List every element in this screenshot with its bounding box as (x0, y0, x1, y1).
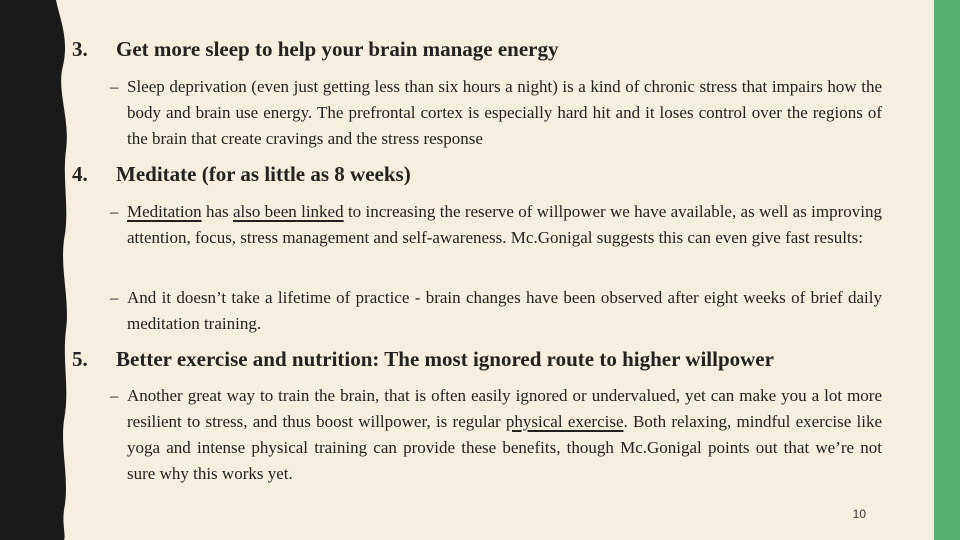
item-number: 4. (72, 162, 88, 186)
bullet-text-mid: has (201, 202, 233, 221)
bullet-text-before: Another great way to train the brain, that is often easily ignored or undervalued, yet can make you a lot more resilient to stress, and thus boost willpower, is regular (127, 386, 882, 431)
right-accent-bar (934, 0, 960, 540)
item-3-heading (72, 37, 559, 62)
item-4-heading (72, 162, 411, 187)
bullet-text-after: . Both relaxing, mindful exercise like yoga and intense physical training can provide these benefits, though Mc.Gonigal points out that we’re not sure why this works yet. (127, 412, 883, 483)
also-been-linked-link[interactable]: also been linked (232, 202, 344, 221)
item-heading-text: Meditate (for as little as 8 weeks) (116, 162, 411, 186)
bullet-text (110, 383, 882, 487)
meditation-link[interactable]: Meditation (127, 202, 202, 221)
physical-exercise-link[interactable]: physical exercise (505, 412, 624, 431)
item-3-bullet-1 (110, 74, 882, 152)
item-5-bullet-1 (110, 383, 882, 487)
bullet-dash: – (110, 386, 119, 405)
bullet-dash: – (110, 288, 119, 307)
item-number: 3. (72, 37, 88, 61)
item-heading-text: Better exercise and nutrition: The most ignored route to higher willpower (116, 347, 774, 371)
bullet-dash: – (110, 77, 119, 96)
item-4-bullet-1 (110, 199, 882, 251)
item-number: 5. (72, 347, 88, 371)
item-4-bullet-2 (110, 285, 882, 337)
bullet-text: Sleep deprivation (even just getting less than six hours a night) is a kind of chronic stress that impairs how the body and brain use energy. The prefrontal cortex is especially hard hit and it loses control over the regions of the brain that create cravings and the stress response (127, 77, 882, 148)
bullet-text-rest: to increasing the reserve of willpower we have available, as well as improving attention, focus, stress management and self-awareness. Mc.Gonigal suggests this can even give fast results: (127, 202, 882, 247)
item-heading-text: Get more sleep to help your brain manage energy (116, 37, 559, 61)
bullet-text (110, 199, 882, 251)
bullet-dash: – (110, 202, 119, 221)
page-number: 10 (852, 507, 866, 521)
item-5-heading (72, 347, 774, 372)
bullet-text: And it doesn’t take a lifetime of practice - brain changes have been observed after eight weeks of brief daily meditation training. (127, 288, 882, 333)
